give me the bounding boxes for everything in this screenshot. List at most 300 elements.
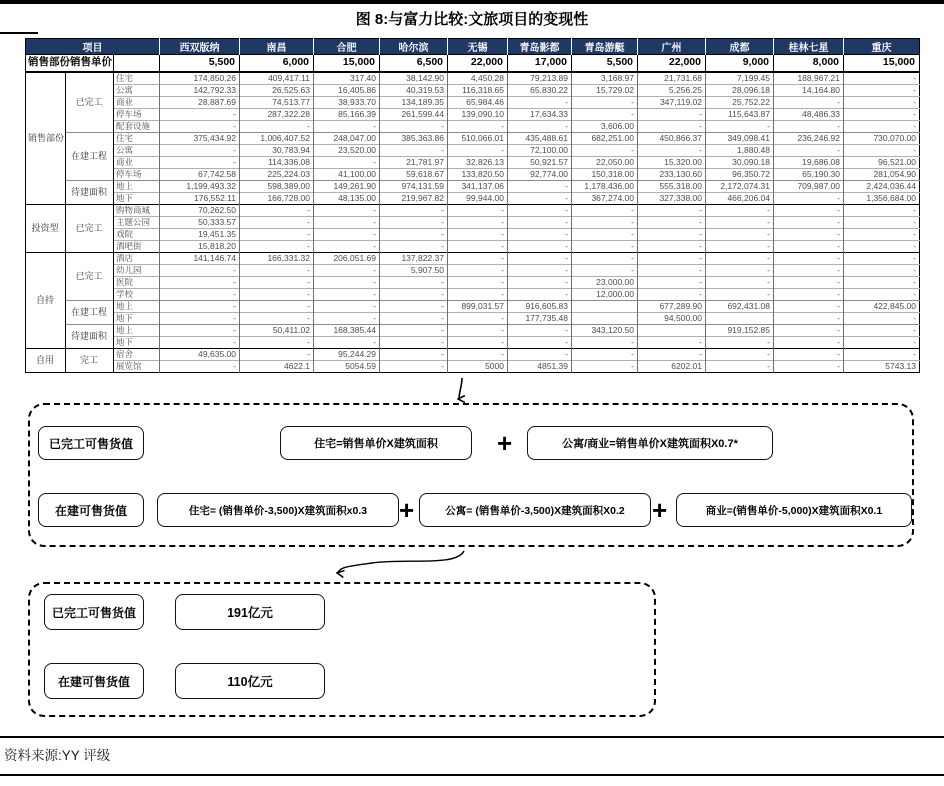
value-cell: - [572, 240, 638, 252]
value-cell: 21,731.68 [638, 72, 706, 85]
value-cell: 16,405.86 [314, 84, 380, 96]
table-row [26, 324, 920, 336]
source-text: 资料来源:YY 评级 [4, 748, 111, 763]
subgroup-label: 待建面积 [66, 180, 114, 204]
asset-type-label: 公寓 [114, 84, 160, 96]
bottom-rule [0, 774, 944, 776]
value-cell: 19,686.08 [774, 156, 844, 168]
value-cell: - [448, 120, 508, 132]
price-cell: 15,000 [844, 55, 920, 72]
value-cell: 5000 [448, 360, 508, 372]
uc-result-value: 110亿元 [175, 663, 325, 699]
value-cell: - [774, 264, 844, 276]
subgroup-label: 在建工程 [66, 132, 114, 180]
value-cell: 48,135.00 [314, 192, 380, 204]
value-cell: 206,051.69 [314, 252, 380, 264]
table-row [26, 204, 920, 216]
value-cell [572, 312, 638, 324]
asset-type-label: 地下 [114, 312, 160, 324]
value-cell: - [314, 228, 380, 240]
table-row [26, 120, 920, 132]
group-label: 投资型 [26, 204, 66, 252]
value-cell: - [638, 264, 706, 276]
value-cell: - [160, 300, 240, 312]
asset-type-label: 商业 [114, 156, 160, 168]
price-row-label: 销售部份销售单价 [26, 55, 114, 72]
value-cell: - [844, 336, 920, 348]
value-cell: 22,050.00 [572, 156, 638, 168]
price-cell: 5,500 [160, 55, 240, 72]
plus-sign: + [399, 495, 415, 525]
price-cell: 8,000 [774, 55, 844, 72]
value-cell: 225,224.03 [240, 168, 314, 180]
value-cell: - [314, 156, 380, 168]
asset-type-label: 地上 [114, 324, 160, 336]
value-cell: - [844, 108, 920, 120]
value-cell: 12,000.00 [572, 288, 638, 300]
price-cell: 5,500 [572, 55, 638, 72]
value-cell: - [314, 312, 380, 324]
value-cell: - [774, 252, 844, 264]
value-cell: - [240, 276, 314, 288]
value-cell: - [844, 120, 920, 132]
value-cell: 4,450.28 [448, 72, 508, 85]
value-cell: 23,520.00 [314, 144, 380, 156]
value-cell: - [380, 120, 448, 132]
table-row [26, 288, 920, 300]
value-cell: 916,605.83 [508, 300, 572, 312]
value-cell: - [774, 144, 844, 156]
value-cell: - [774, 96, 844, 108]
value-cell: - [380, 300, 448, 312]
asset-type-label: 医院 [114, 276, 160, 288]
value-cell: - [706, 120, 774, 132]
completed-result-label: 已完工可售货值 [44, 594, 144, 630]
value-cell: - [572, 264, 638, 276]
value-cell: 1,006,407.52 [240, 132, 314, 144]
value-cell: 25,752.22 [706, 96, 774, 108]
value-cell: - [844, 252, 920, 264]
table-row [26, 360, 920, 372]
value-cell: 6202.01 [638, 360, 706, 372]
price-cell: 17,000 [508, 55, 572, 72]
value-cell: - [160, 108, 240, 120]
value-cell: - [774, 336, 844, 348]
value-cell: - [572, 228, 638, 240]
value-cell: 177,735.48 [508, 312, 572, 324]
value-cell: 149,261.90 [314, 180, 380, 192]
value-cell: - [448, 264, 508, 276]
value-cell: 94,500.00 [638, 312, 706, 324]
subgroup-label: 待建面积 [66, 324, 114, 348]
value-cell: - [160, 264, 240, 276]
value-cell: - [844, 312, 920, 324]
value-cell: - [448, 252, 508, 264]
price-cell: 22,000 [638, 55, 706, 72]
table-row [26, 264, 920, 276]
value-cell: - [508, 288, 572, 300]
value-cell: - [448, 348, 508, 360]
value-cell: - [572, 144, 638, 156]
price-cell: 6,500 [380, 55, 448, 72]
value-cell: - [508, 276, 572, 288]
value-cell: - [240, 120, 314, 132]
value-cell: - [638, 276, 706, 288]
value-cell: - [844, 216, 920, 228]
value-cell: - [844, 84, 920, 96]
value-cell: - [160, 360, 240, 372]
value-cell: - [314, 336, 380, 348]
asset-type-label: 配套设施 [114, 120, 160, 132]
table-row [26, 300, 920, 312]
value-cell: 281,054.90 [844, 168, 920, 180]
value-cell: 709,987.00 [774, 180, 844, 192]
group-label: 自持 [26, 252, 66, 348]
value-cell: 30,090.18 [706, 156, 774, 168]
value-cell: - [160, 120, 240, 132]
value-cell: 341,137.06 [448, 180, 508, 192]
value-cell [572, 300, 638, 312]
asset-type-label: 停车场 [114, 108, 160, 120]
value-cell: - [844, 144, 920, 156]
value-cell: 4851.39 [508, 360, 572, 372]
table-row [26, 228, 920, 240]
value-cell: 327,338.00 [638, 192, 706, 204]
asset-type-label: 展览馆 [114, 360, 160, 372]
value-cell: - [160, 276, 240, 288]
value-cell: 48,486.33 [774, 108, 844, 120]
value-cell: 139,090.10 [448, 108, 508, 120]
value-cell: - [380, 348, 448, 360]
city-header: 南昌 [240, 39, 314, 55]
value-cell: - [774, 348, 844, 360]
value-cell: - [844, 264, 920, 276]
value-cell: 677,289.90 [638, 300, 706, 312]
asset-type-label: 公寓 [114, 144, 160, 156]
value-cell: 65,190.30 [774, 168, 844, 180]
value-cell: 50,333.57 [160, 216, 240, 228]
value-cell: 26,525.63 [240, 84, 314, 96]
value-cell: - [706, 288, 774, 300]
value-cell: 174,850.26 [160, 72, 240, 85]
value-cell: - [314, 276, 380, 288]
value-cell: - [638, 240, 706, 252]
value-cell: - [774, 240, 844, 252]
value-cell: 692,431.08 [706, 300, 774, 312]
table-row [26, 180, 920, 192]
value-cell: - [706, 348, 774, 360]
value-cell: - [706, 204, 774, 216]
value-cell: 65,830.22 [508, 84, 572, 96]
value-cell: 32,826.13 [448, 156, 508, 168]
value-cell: - [314, 264, 380, 276]
table-row [26, 156, 920, 168]
value-cell: - [314, 288, 380, 300]
value-cell: 409,417.11 [240, 72, 314, 85]
table-row [26, 312, 920, 324]
value-cell: - [314, 204, 380, 216]
value-cell: 347,119.02 [638, 96, 706, 108]
value-cell: 1,178,436.00 [572, 180, 638, 192]
value-cell: 74,513.77 [240, 96, 314, 108]
value-cell: 3,168.97 [572, 72, 638, 85]
asset-type-label: 住宅 [114, 72, 160, 85]
value-cell: - [508, 228, 572, 240]
value-cell: 1,356,684.00 [844, 192, 920, 204]
value-cell: 114,336.08 [240, 156, 314, 168]
table-body [26, 55, 920, 373]
subgroup-label: 在建工程 [66, 300, 114, 324]
value-cell: - [508, 336, 572, 348]
value-cell: - [240, 288, 314, 300]
value-cell: 99,944.00 [448, 192, 508, 204]
value-cell: - [448, 288, 508, 300]
value-cell: 30,783.94 [240, 144, 314, 156]
value-cell: - [844, 240, 920, 252]
table-row [26, 144, 920, 156]
value-cell: 435,488.61 [508, 132, 572, 144]
table-row [26, 168, 920, 180]
value-cell: - [638, 204, 706, 216]
value-cell: 422,845.00 [844, 300, 920, 312]
value-cell: - [774, 300, 844, 312]
uc-commercial-formula: 商业=(销售单价-5,000)X建筑面积X0.1 [676, 493, 912, 527]
value-cell: 555,318.00 [638, 180, 706, 192]
value-cell: - [508, 192, 572, 204]
arrow-table-to-formulas [459, 378, 462, 399]
value-cell: - [774, 324, 844, 336]
value-cell: - [240, 348, 314, 360]
value-cell: - [240, 300, 314, 312]
value-cell: 23,000.00 [572, 276, 638, 288]
value-cell: 450,866.37 [638, 132, 706, 144]
value-cell: 38,142.90 [380, 72, 448, 85]
value-cell: 142,792.33 [160, 84, 240, 96]
value-cell: - [638, 228, 706, 240]
value-cell: - [706, 336, 774, 348]
plus-sign: + [652, 495, 668, 525]
value-cell: 682,251.00 [572, 132, 638, 144]
value-cell: 96,350.72 [706, 168, 774, 180]
asset-type-label: 主题公园 [114, 216, 160, 228]
city-header: 合肥 [314, 39, 380, 55]
value-cell: - [774, 276, 844, 288]
value-cell: 116,318.65 [448, 84, 508, 96]
table-row [26, 96, 920, 108]
value-cell: - [448, 336, 508, 348]
value-cell: - [240, 228, 314, 240]
value-cell: - [314, 300, 380, 312]
value-cell: - [508, 324, 572, 336]
value-cell: - [572, 348, 638, 360]
value-cell: 166,331.32 [240, 252, 314, 264]
table-row [26, 192, 920, 204]
value-cell: 233,130.60 [638, 168, 706, 180]
value-cell: 367,274.00 [572, 192, 638, 204]
value-cell: - [508, 204, 572, 216]
asset-type-label: 地下 [114, 336, 160, 348]
value-cell: - [572, 360, 638, 372]
value-cell: 49,635.00 [160, 348, 240, 360]
value-cell: - [240, 312, 314, 324]
value-cell: 974,131.59 [380, 180, 448, 192]
value-cell: - [380, 228, 448, 240]
value-cell: - [448, 144, 508, 156]
table-row [26, 276, 920, 288]
value-cell [638, 324, 706, 336]
uc-apartment-formula: 公寓= (销售单价-3,500)X建筑面积X0.2 [419, 493, 651, 527]
subgroup-label: 已完工 [66, 204, 114, 252]
value-cell: - [240, 336, 314, 348]
value-cell: 85,166.39 [314, 108, 380, 120]
value-cell: - [160, 156, 240, 168]
value-cell: 5743.13 [844, 360, 920, 372]
value-cell: 19,451.35 [160, 228, 240, 240]
value-cell: - [774, 204, 844, 216]
value-cell: - [380, 288, 448, 300]
city-header: 桂林七星 [774, 39, 844, 55]
value-cell: - [380, 360, 448, 372]
value-cell: - [160, 288, 240, 300]
value-cell: 150,318.00 [572, 168, 638, 180]
comparison-table [25, 38, 920, 373]
value-cell: - [448, 240, 508, 252]
value-cell: - [508, 120, 572, 132]
value-cell: - [844, 204, 920, 216]
value-cell: - [706, 276, 774, 288]
value-cell: - [160, 312, 240, 324]
uc-residential-formula: 住宅= (销售单价-3,500)X建筑面积x0.3 [157, 493, 399, 527]
value-cell: - [572, 216, 638, 228]
table-row [26, 84, 920, 96]
results-box [28, 582, 656, 717]
city-header-row [26, 39, 920, 55]
value-cell: 5054.59 [314, 360, 380, 372]
formula-box [28, 403, 914, 547]
top-rule [0, 0, 944, 4]
city-header: 无锡 [448, 39, 508, 55]
value-cell: 5,907.50 [380, 264, 448, 276]
value-cell: - [508, 216, 572, 228]
asset-type-label: 地上 [114, 300, 160, 312]
value-cell: 92,774.00 [508, 168, 572, 180]
value-cell: 176,552.11 [160, 192, 240, 204]
value-cell: 7,199.45 [706, 72, 774, 85]
value-cell: 21,781.97 [380, 156, 448, 168]
value-cell: 115,643.87 [706, 108, 774, 120]
value-cell: - [508, 252, 572, 264]
value-cell: 41,100.00 [314, 168, 380, 180]
value-cell: - [638, 120, 706, 132]
value-cell: - [844, 348, 920, 360]
city-header: 成都 [706, 39, 774, 55]
value-cell: - [380, 144, 448, 156]
table-row [26, 132, 920, 144]
price-row-blank [114, 55, 160, 72]
price-cell: 15,000 [314, 55, 380, 72]
value-cell: - [380, 336, 448, 348]
value-cell: 17,634.33 [508, 108, 572, 120]
value-cell: 50,921.57 [508, 156, 572, 168]
value-cell: 134,189.35 [380, 96, 448, 108]
value-cell: - [314, 216, 380, 228]
asset-type-label: 酒吧街 [114, 240, 160, 252]
value-cell: - [572, 96, 638, 108]
under-construction-sellable-label: 在建可售货值 [38, 493, 144, 527]
value-cell: 28,096.18 [706, 84, 774, 96]
value-cell: - [160, 336, 240, 348]
value-cell: 261,599.44 [380, 108, 448, 120]
value-cell: - [240, 216, 314, 228]
city-header: 重庆 [844, 39, 920, 55]
value-cell: - [706, 228, 774, 240]
completed-sellable-label: 已完工可售货值 [38, 426, 144, 460]
source-divider [0, 736, 944, 738]
page-title: 图 8:与富力比较:文旅项目的变现性 [355, 11, 589, 28]
value-cell: 168,385.44 [314, 324, 380, 336]
city-header: 青岛影都 [508, 39, 572, 55]
value-cell: 349,098.41 [706, 132, 774, 144]
value-cell: - [774, 360, 844, 372]
value-cell: 375,434.92 [160, 132, 240, 144]
value-cell: 15,729.02 [572, 84, 638, 96]
value-cell: 95,244.29 [314, 348, 380, 360]
value-cell: 133,820.50 [448, 168, 508, 180]
value-cell: - [774, 312, 844, 324]
table-row [26, 252, 920, 264]
value-cell: 5,256.25 [638, 84, 706, 96]
value-cell: 343,120.50 [572, 324, 638, 336]
value-cell [706, 312, 774, 324]
completed-apartment-commercial-formula: 公寓/商业=销售单价X建筑面积X0.7* [527, 426, 773, 460]
value-cell: 28,887.69 [160, 96, 240, 108]
value-cell: 3,606.00 [572, 120, 638, 132]
value-cell: 919,152.85 [706, 324, 774, 336]
value-cell: 79,213.89 [508, 72, 572, 85]
value-cell: - [448, 312, 508, 324]
value-cell: - [572, 252, 638, 264]
value-cell: 248,047.00 [314, 132, 380, 144]
value-cell: - [774, 120, 844, 132]
value-cell: - [508, 240, 572, 252]
value-cell: - [706, 252, 774, 264]
value-cell: - [638, 252, 706, 264]
subgroup-label: 完工 [66, 348, 114, 372]
value-cell: 40,319.53 [380, 84, 448, 96]
value-cell: 287,322.28 [240, 108, 314, 120]
value-cell: 166,728.00 [240, 192, 314, 204]
asset-type-label: 宿舍 [114, 348, 160, 360]
value-cell: - [774, 288, 844, 300]
value-cell: 2,172,074.31 [706, 180, 774, 192]
value-cell: 70,262.50 [160, 204, 240, 216]
group-label: 销售部份 [26, 72, 66, 205]
asset-type-label: 停车场 [114, 168, 160, 180]
value-cell: - [638, 348, 706, 360]
price-cell: 6,000 [240, 55, 314, 72]
value-cell: - [638, 288, 706, 300]
value-cell: - [380, 312, 448, 324]
table-row [26, 216, 920, 228]
title-left-rule [0, 32, 38, 34]
value-cell: 96,521.00 [844, 156, 920, 168]
value-cell: - [448, 204, 508, 216]
value-cell: 15,818.20 [160, 240, 240, 252]
value-cell: 510,066.01 [448, 132, 508, 144]
value-cell: - [380, 324, 448, 336]
value-cell: - [774, 228, 844, 240]
value-cell: 466,206.04 [706, 192, 774, 204]
